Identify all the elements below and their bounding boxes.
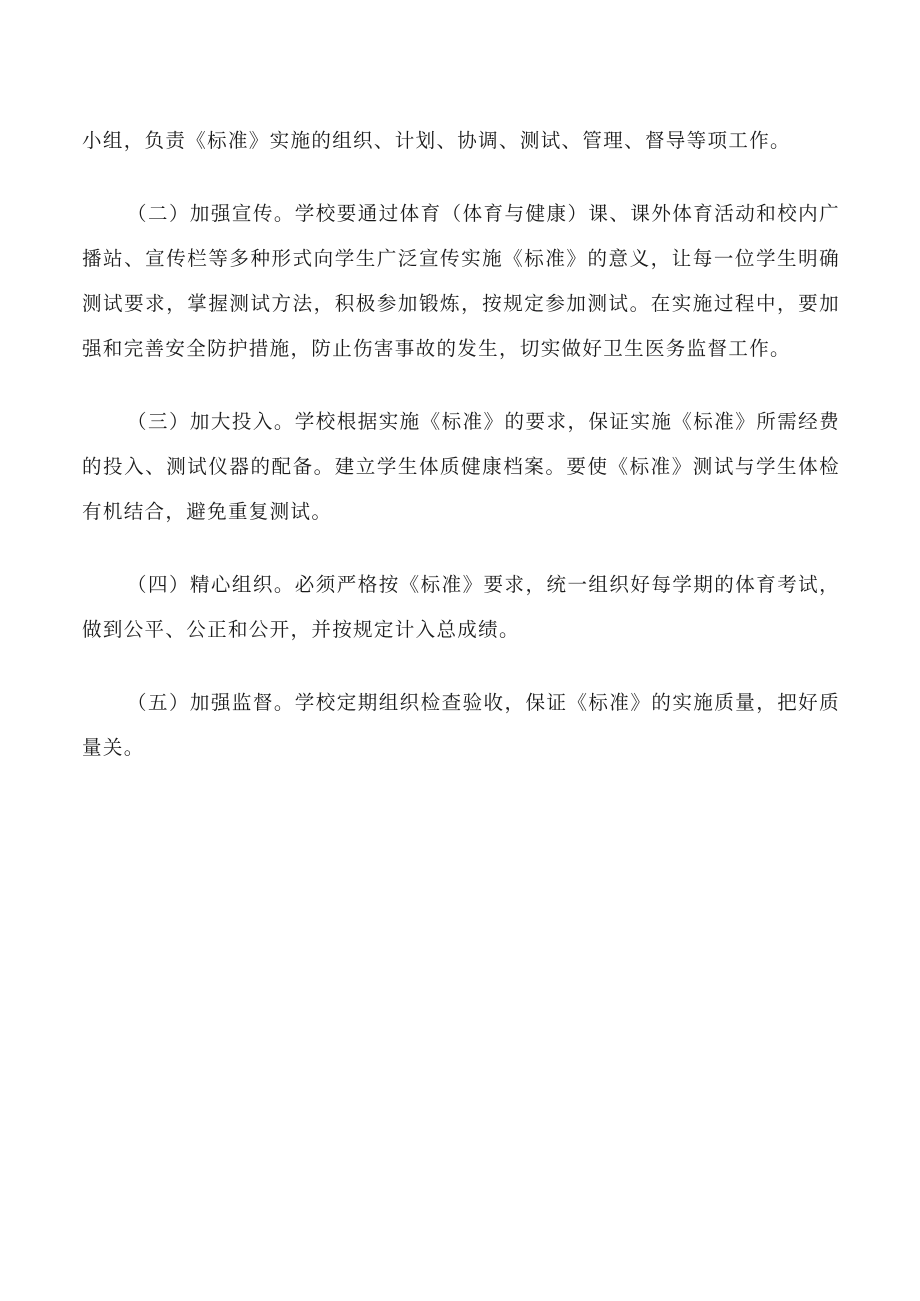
paragraph-organization: （四）精心组织。必须严格按《标准》要求，统一组织好每学期的体育考试，做到公平、公正和公开，并按规定计入总成绩。 [82, 573, 840, 641]
document-body [82, 118, 840, 770]
paragraph-supervision: （五）加强监督。学校定期组织检查验收，保证《标准》的实施质量，把好质量关。 [82, 691, 840, 759]
paragraph-publicity: （二）加强宣传。学校要通过体育（体育与健康）课、课外体育活动和校内广播站、宣传栏等多种形式向学生广泛宣传实施《标准》的意义，让每一位学生明确测试要求，掌握测试方法，积极参加锻炼，按规定参加测试。在实施过程中，要加强和完善安全防护措施，防止伤害事故的发生，切实做好卫生医务监督工作。 [82, 202, 840, 360]
paragraph-investment: （三）加大投入。学校根据实施《标准》的要求，保证实施《标准》所需经费的投入、测试仪器的配备。建立学生体质健康档案。要使《标准》测试与学生体检有机结合，避免重复测试。 [82, 410, 840, 523]
paragraph-continuation: 小组，负责《标准》实施的组织、计划、协调、测试、管理、督导等项工作。 [82, 129, 791, 152]
